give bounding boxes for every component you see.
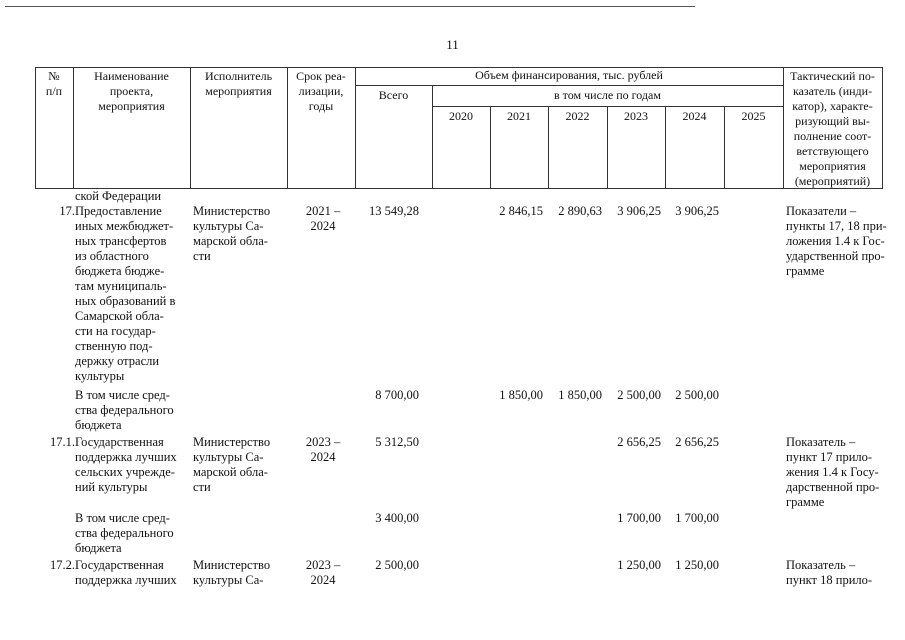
row-indicator: Показатель – пункт 17 прило- жения 1.4 к Госу- дарственной про- грамме (786, 435, 880, 509)
row-total: 2 500,00 (375, 558, 419, 572)
header-year-2021: 2021 (507, 109, 531, 123)
table-header (35, 67, 883, 189)
row-num: 17. (59, 204, 75, 218)
row-indicator: Показатели – пункты 17, 18 при- ложения 1.4 к Гос- ударственной про- грамме (786, 204, 887, 278)
header-year-2022: 2022 (565, 109, 590, 123)
row-num: 17.2. (50, 558, 75, 572)
header-term: Срок реа- лизации, годы (296, 69, 346, 113)
row-total: 5 312,50 (375, 435, 419, 449)
row-executor: Министерство культуры Са- марской обла- сти (193, 435, 271, 494)
row-name: Государственная поддержка лучших сельских учрежде- ний культуры (75, 435, 177, 494)
page-number: 11 (446, 37, 459, 52)
top-rule (5, 6, 695, 7)
row-total: 13 549,28 (369, 204, 419, 218)
row-value-2023: 2 656,25 (617, 435, 661, 449)
row-executor: Министерство культуры Са- (193, 558, 271, 587)
row-value-2022: 2 890,63 (558, 204, 602, 218)
row-value-2023: 1 700,00 (617, 511, 661, 525)
row-value-2024: 2 656,25 (675, 435, 719, 449)
row-name: Государственная поддержка лучших (75, 558, 177, 587)
row-value-2023: 2 500,00 (617, 388, 661, 402)
row-name: В том числе сред- ства федерального бюджета (75, 388, 174, 432)
row-num: 17.1. (50, 435, 75, 449)
row-value-2024: 3 906,25 (675, 204, 719, 218)
header-by-years: в том числе по годам (554, 88, 661, 102)
row-value-2022: 1 850,00 (558, 388, 602, 402)
header-total: Всего (378, 88, 409, 102)
row-value-2024: 1 250,00 (675, 558, 719, 572)
col-divider (355, 67, 356, 189)
row-name: Предоставление иных межбюджет- ных трансфертов из областного бюджета бюдже- там муниципаль- ных образований в Самарской обла- сти на государ- ственную под- держку отрасли культуры (75, 204, 176, 383)
row-term: 2023 – 2024 (305, 435, 341, 464)
row-term: 2023 – 2024 (305, 558, 341, 587)
row-value-2024: 1 700,00 (675, 511, 719, 525)
row-value-2023: 1 250,00 (617, 558, 661, 572)
row-value-2021: 1 850,00 (499, 388, 543, 402)
row-name: ской Федерации (75, 189, 162, 203)
row-value-2023: 3 906,25 (617, 204, 661, 218)
row-total: 8 700,00 (375, 388, 419, 402)
header-num: № п/п (45, 69, 63, 98)
row-value-2024: 2 500,00 (675, 388, 719, 402)
row-total: 3 400,00 (375, 511, 419, 525)
funding-title-rule (355, 85, 784, 86)
table-body (35, 189, 887, 640)
header-year-2024: 2024 (682, 109, 707, 123)
header-year-2020: 2020 (449, 109, 473, 123)
header-funding-title: Объем финансирования, тыс. рублей (475, 68, 663, 82)
row-executor: Министерство культуры Са- марской обла- сти (193, 204, 271, 263)
row-term: 2021 – 2024 (305, 204, 341, 233)
by-years-rule (432, 106, 784, 107)
header-year-2025: 2025 (741, 109, 766, 123)
header-executor: Исполнитель мероприятия (204, 69, 273, 98)
header-year-2023: 2023 (624, 109, 648, 123)
row-name: В том числе сред- ства федерального бюджета (75, 511, 174, 555)
header-right-border (882, 67, 883, 189)
header-indicator: Тактический по- казатель (инди- катор), характе- ризующий вы- полнение соот- ветствующего мероприятия (мероприятий) (790, 69, 875, 188)
row-indicator: Показатель – пункт 18 прило- (786, 558, 873, 587)
row-value-2021: 2 846,15 (499, 204, 543, 218)
header-name: Наименование проекта, мероприятия (94, 69, 169, 113)
